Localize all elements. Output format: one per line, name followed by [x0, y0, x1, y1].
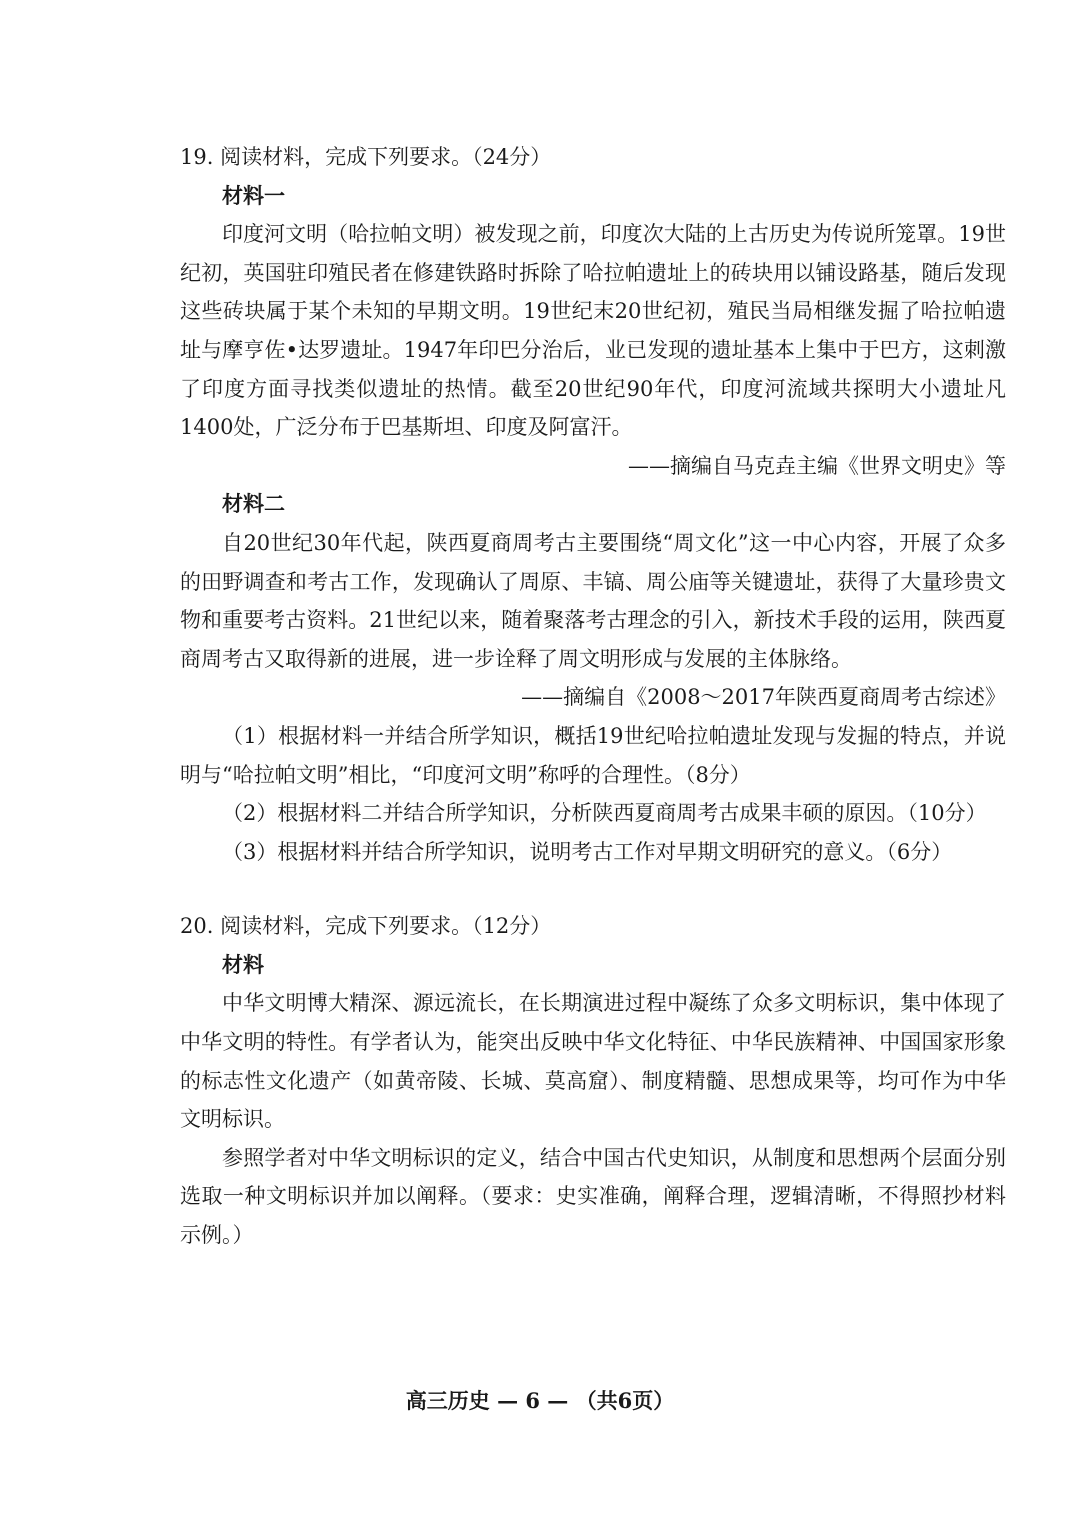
question-19-sub-3: （3）根据材料并结合所学知识，说明考古工作对早期文明研究的意义。（6分） — [222, 839, 953, 864]
material-1-title: 材料一 — [222, 182, 285, 208]
material-1-source: ——摘编自马克垚主编《世界文明史》等 — [628, 453, 1006, 478]
page-footer: 高三历史 — 6 — （共6页） — [405, 1388, 675, 1413]
section-spacer — [180, 871, 1006, 907]
question-19-title: 19. 阅读材料，完成下列要求。（24分） — [180, 145, 552, 169]
question-19-sub-1: （1）根据材料一并结合所学知识，概括19世纪哈拉帕遗址发现与发掘的特点，并说明与“哈拉帕文明”相比，“印度河文明”称呼的合理性。（8分） — [180, 723, 1006, 787]
question-20-task: 参照学者对中华文明标识的定义，结合中国古代史知识，从制度和思想两个层面分别选取一种文明标识并加以阐释。（要求：史实准确，阐释合理，逻辑清晰，不得照抄材料示例。） — [180, 1145, 1006, 1248]
question-19-sub-2: （2）根据材料二并结合所学知识，分析陕西夏商周考古成果丰硕的原因。（10分） — [222, 801, 987, 826]
material-text: 中华文明博大精深、源远流长，在长期演进过程中凝练了众多文明标识，集中体现了中华文明的特性。有学者认为，能突出反映中华文化特征、中华民族精神、中国国家形象的标志性文化遗产（如黄帝陵、长城、莫高窟）、制度精髓、思想成果等，均可作为中华文明标识。 — [180, 991, 1006, 1132]
material-1-text: 印度河文明（哈拉帕文明）被发现之前，印度次大陆的上古历史为传说所笼罩。19世纪初，英国驻印殖民者在修建铁路时拆除了哈拉帕遗址上的砖块用以铺设路基，随后发现这些砖块属于某个未知的早期文明。19世纪末20世纪初，殖民当局相继发掘了哈拉帕遗址与摩亨佐•达罗遗址。1947年印巴分治后，业已发现的遗址基本上集中于巴方，这刺激了印度方面寻找类似遗址的热情。截至20世纪90年代，印度河流域共探明大小遗址凡1400处，广泛分布于巴基斯坦、印度及阿富汗。 — [180, 222, 1006, 440]
material-2-title: 材料二 — [222, 491, 285, 517]
material-title: 材料 — [222, 951, 264, 977]
material-2-text: 自20世纪30年代起，陕西夏商周考古主要围绕“周文化”这一中心内容，开展了众多的田野调查和考古工作，发现确认了周原、丰镐、周公庙等关键遗址，获得了大量珍贵文物和重要考古资料。21世纪以来，随着聚落考古理念的引入，新技术手段的运用，陕西夏商周考古又取得新的进展，进一步诠释了周文明形成与发展的主体脉络。 — [180, 530, 1006, 671]
material-2-source: ——摘编自《2008～2017年陕西夏商周考古综述》 — [521, 685, 1006, 710]
exam-page — [180, 138, 1006, 1255]
question-20-title: 20. 阅读材料，完成下列要求。（12分） — [180, 914, 552, 939]
